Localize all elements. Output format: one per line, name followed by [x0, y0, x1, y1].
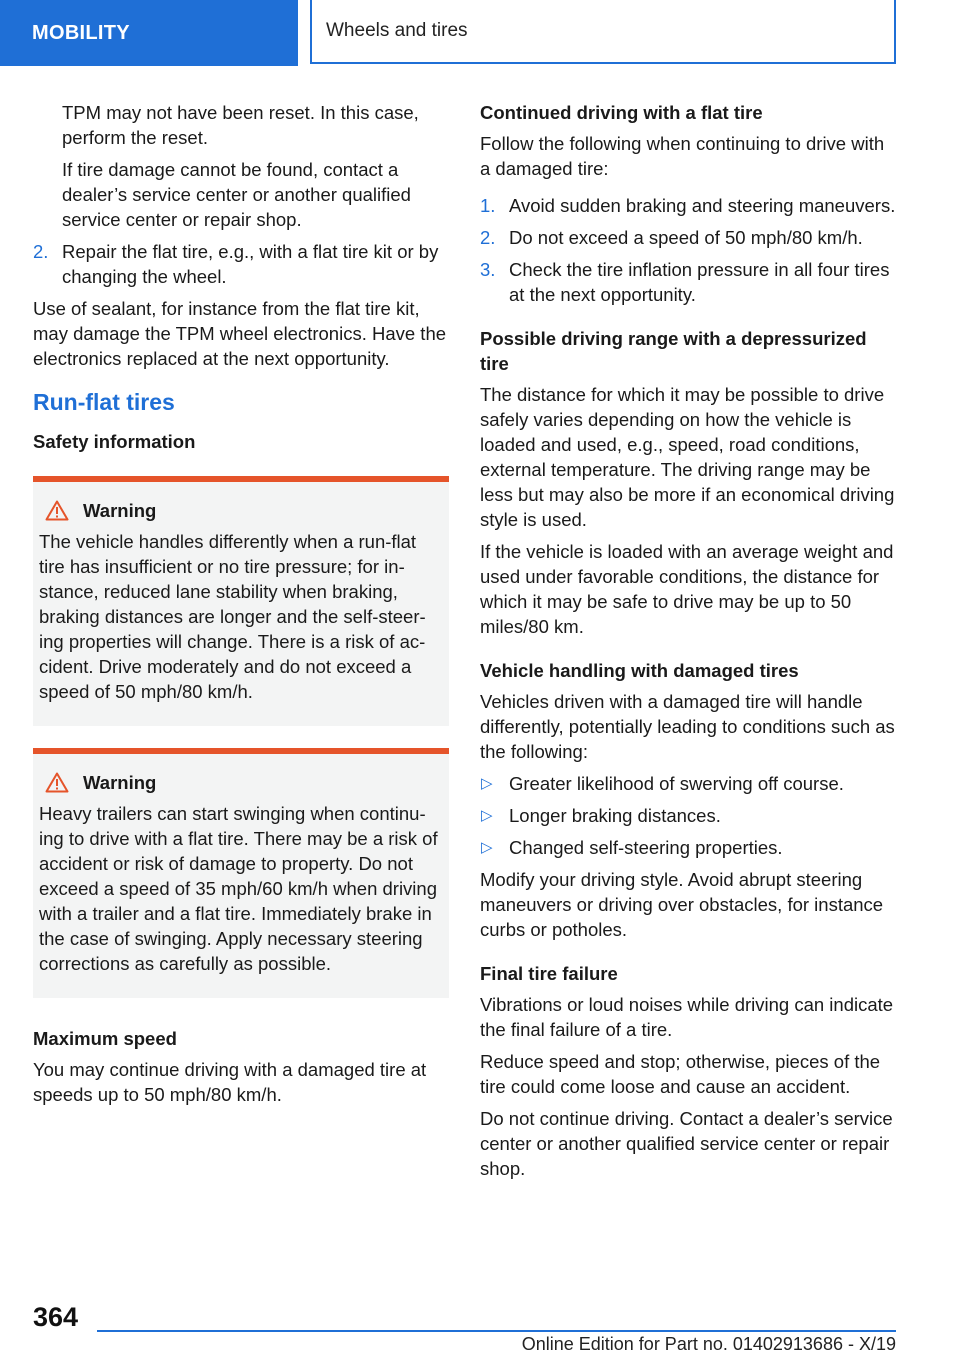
- list-text: Repair the flat tire, e.g., with a flat tire kit or by changing the wheel.: [62, 241, 439, 287]
- section-tab: MOBILITY: [0, 0, 298, 66]
- warning-title: Warning: [39, 498, 443, 523]
- paragraph: Vehicles driven with a damaged tire will handle differently, potentially leading to conditions such as the following:: [480, 691, 895, 762]
- subheading: Maximum speed: [33, 1028, 177, 1049]
- list-item: [480, 803, 896, 828]
- subheading: Safety information: [33, 431, 196, 452]
- triangle-bullet-icon: ▷: [481, 807, 493, 824]
- list-item: [33, 239, 449, 289]
- list-item: [480, 193, 896, 218]
- edition-note: Online Edition for Part no. 01402913686 - X/19: [521, 1334, 896, 1354]
- chapter-title: Wheels and tires: [310, 0, 896, 64]
- paragraph: Follow the following when continuing to drive with a damaged tire:: [480, 133, 885, 179]
- list-text: Greater likelihood of swerving off course.: [509, 773, 844, 794]
- paragraph: You may continue driving with a damaged tire at speeds up to 50 mph/80 km/h.: [33, 1059, 427, 1105]
- subheading: Final tire failure: [480, 963, 618, 984]
- page-number: 364: [33, 1302, 79, 1332]
- list-text: Avoid sudden braking and steering maneuvers.: [509, 195, 896, 216]
- right-column: [480, 100, 896, 1188]
- warning-text: The vehicle handles differently when a run-flat tire has insufficient or no tire pressure; for instance, reduced lane stability when braking, braking distances are longer and the self-steering properties will change. There is a risk of accident. Drive moderately and do not exceed a speed of 50 mph/80 km/h.: [39, 531, 426, 702]
- list-item: [480, 835, 896, 860]
- paragraph: If tire damage cannot be found, contact a dealer’s service center or another qualified service center or repair shop.: [62, 159, 411, 230]
- warning-text: Heavy trailers can start swinging when continuing to drive with a flat tire. There may be a risk of accident or risk of damage to property. Do not exceed a speed of 35 mph/60 km/h when driving with a trailer and a flat tire. Immediately brake in the case of swinging. Apply necessary steering corrections as carefully as possible.: [39, 803, 438, 974]
- paragraph: Use of sealant, for instance from the flat tire kit, may damage the TPM wheel electronics. Have the electronics replaced at the next opportunity.: [33, 298, 447, 369]
- warning-box: [33, 476, 449, 726]
- list-number: 2.: [33, 241, 49, 262]
- list-item: [480, 225, 896, 250]
- list-text: Check the tire inflation pressure in all four tires at the next opportunity.: [509, 259, 890, 305]
- list-item: [480, 771, 896, 796]
- subheading: Vehicle handling with damaged tires: [480, 660, 799, 681]
- list-number: 2.: [480, 227, 496, 248]
- warning-triangle-icon: [45, 500, 69, 521]
- footer-divider: [97, 1330, 896, 1332]
- triangle-bullet-icon: ▷: [481, 839, 493, 856]
- paragraph: Reduce speed and stop; otherwise, pieces of the tire could come loose and cause an accident.: [480, 1051, 881, 1097]
- paragraph: Do not continue driving. Contact a dealer’s service center or another qualified service center or repair shop.: [480, 1108, 893, 1179]
- paragraph: The distance for which it may be possible to drive safely varies depending on how the vehicle is loaded and used, e.g., speed, road conditions, external temperature. The driving range may be less but may also be more if an economical driving style is used.: [480, 384, 895, 530]
- list-text: Do not exceed a speed of 50 mph/80 km/h.: [509, 227, 863, 248]
- subheading: Continued driving with a flat tire: [480, 102, 763, 123]
- list-number: 1.: [480, 195, 496, 216]
- paragraph: Vibrations or loud noises while driving can indicate the final failure of a tire.: [480, 994, 894, 1040]
- left-column: [33, 100, 449, 1114]
- page-header: [0, 0, 960, 66]
- triangle-bullet-icon: ▷: [481, 775, 493, 792]
- list-text: Longer braking distances.: [509, 805, 721, 826]
- warning-box: [33, 748, 449, 998]
- list-text: Changed self-steering properties.: [509, 837, 783, 858]
- warning-triangle-icon: [45, 772, 69, 793]
- section-heading: Run-flat tires: [33, 389, 175, 415]
- warning-title: Warning: [39, 770, 443, 795]
- list-item: [480, 257, 896, 307]
- subheading: Possible driving range with a depressurized tire: [480, 328, 867, 374]
- paragraph: TPM may not have been reset. In this case, perform the reset.: [62, 102, 419, 148]
- paragraph: If the vehicle is loaded with an average weight and used under favorable conditions, the distance for which it may be safe to drive may be up to 50 miles/80 km.: [480, 541, 894, 637]
- paragraph: Modify your driving style. Avoid abrupt steering maneuvers or driving over obstacles, for instance curbs or potholes.: [480, 869, 884, 940]
- list-number: 3.: [480, 259, 496, 280]
